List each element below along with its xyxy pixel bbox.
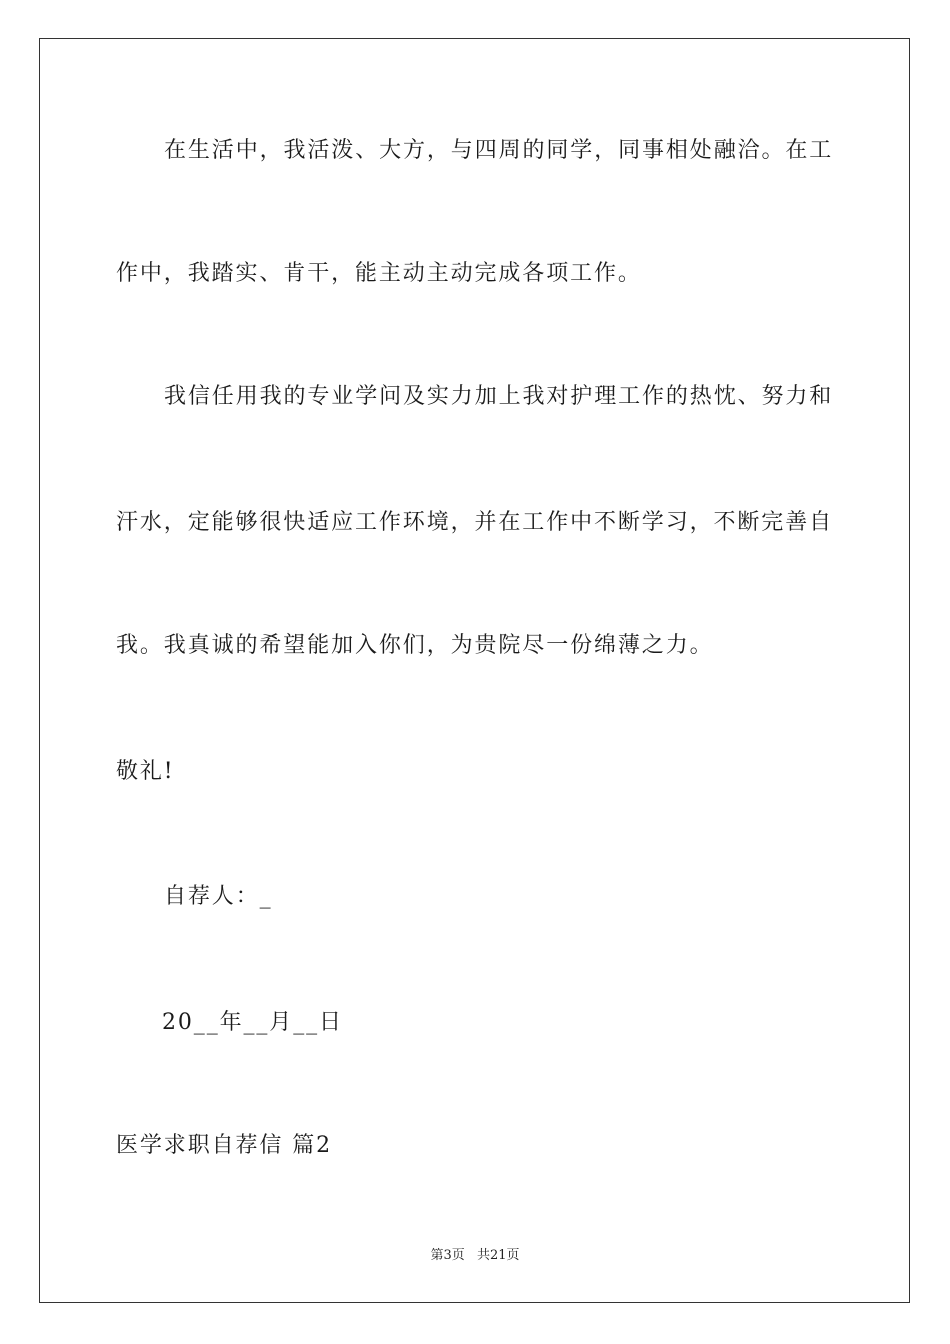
paragraph-line: 在生活中，我活泼、大方，与四周的同学，同事相处融洽。在工 [164,138,834,163]
signature-line: 自荐人：_ [164,884,273,909]
section-heading: 医学求职自荐信 篇2 [116,1133,332,1158]
paragraph-line: 我信任用我的专业学问及实力加上我对护理工作的热忱、努力和 [164,384,834,409]
paragraph-line: 我。我真诚的希望能加入你们，为贵院尽一份绵薄之力。 [116,633,714,658]
page-number: 第3页 [430,1248,465,1263]
salutation: 敬礼! [116,759,175,784]
page-border [39,38,910,1303]
paragraph-line: 作中，我踏实、肯干，能主动主动完成各项工作。 [116,261,642,286]
paragraph-line: 汗水，定能够很快适应工作环境，并在工作中不断学习，不断完善自 [116,510,834,535]
date-line: 20__年__月__日 [162,1010,343,1035]
page-footer [0,1247,950,1265]
page-total: 共21页 [476,1248,520,1263]
